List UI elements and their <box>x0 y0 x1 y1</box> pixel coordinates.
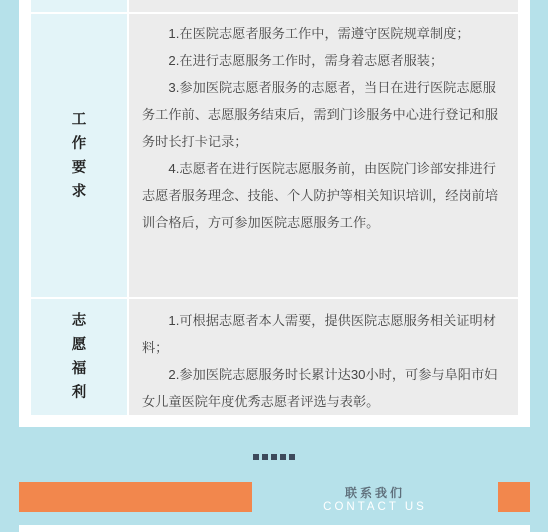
label-char: 福 <box>71 361 87 377</box>
label-char: 作 <box>71 135 87 152</box>
requirement-paragraph: 4.志愿者在进行医院志愿服务前，由医院门诊部安排进行志愿者服务理念、技能、个人防护等相关知识培训，经岗前培训合格后，方可参加医院志愿服务工作。 <box>142 161 499 230</box>
next-card-top <box>19 525 530 532</box>
label-cell-work-requirements <box>31 14 127 297</box>
contact-header-bar-left <box>19 482 252 512</box>
content-card <box>19 0 530 427</box>
label-cell <box>31 0 127 12</box>
requirement-paragraph: 1.在医院志愿者服务工作中，需遵守医院规章制度； <box>168 26 470 41</box>
divider-dot <box>253 454 259 460</box>
contact-section-subtitle: CONTACT US <box>323 501 427 513</box>
benefit-paragraph: 2.参加医院志愿服务时长累计达30小时，可参与阜阳市妇女儿童医院年度优秀志愿者评选与表彰。 <box>142 367 498 409</box>
table-row-volunteer-benefits <box>31 299 518 415</box>
requirement-paragraph: 3.参加医院志愿者服务的志愿者，当日在进行医院志愿服务工作前、志愿服务结束后，需到门诊服务中心进行登记和服务时长打卡记录； <box>142 80 499 149</box>
table-row-work-requirements <box>31 14 518 297</box>
requirement-paragraph: 2.在进行志愿服务工作时，需身着志愿者服装； <box>168 53 444 68</box>
content-cell-volunteer-benefits <box>129 299 518 415</box>
divider-dot <box>289 454 295 460</box>
table-row-previous <box>31 0 518 12</box>
contact-header-bar-right <box>498 482 530 512</box>
label-cell-volunteer-benefits <box>31 299 127 415</box>
divider-dot <box>271 454 277 460</box>
benefit-paragraph: 1.可根据志愿者本人需要，提供医院志愿服务相关证明材料； <box>142 313 496 355</box>
contact-section-title: 联系我们 <box>344 486 405 500</box>
row-label-work-requirements <box>72 108 87 204</box>
label-char: 要 <box>71 159 87 176</box>
section-divider-dots <box>253 454 295 460</box>
content-cell-work-requirements <box>129 14 518 297</box>
label-char: 工 <box>71 111 87 128</box>
label-char: 利 <box>71 385 87 401</box>
content-cell <box>129 0 518 12</box>
label-char: 志 <box>71 313 87 329</box>
label-char: 求 <box>71 183 87 200</box>
row-label-volunteer-benefits <box>72 309 87 405</box>
label-char: 愿 <box>71 337 87 353</box>
divider-dot <box>262 454 268 460</box>
divider-dot <box>280 454 286 460</box>
